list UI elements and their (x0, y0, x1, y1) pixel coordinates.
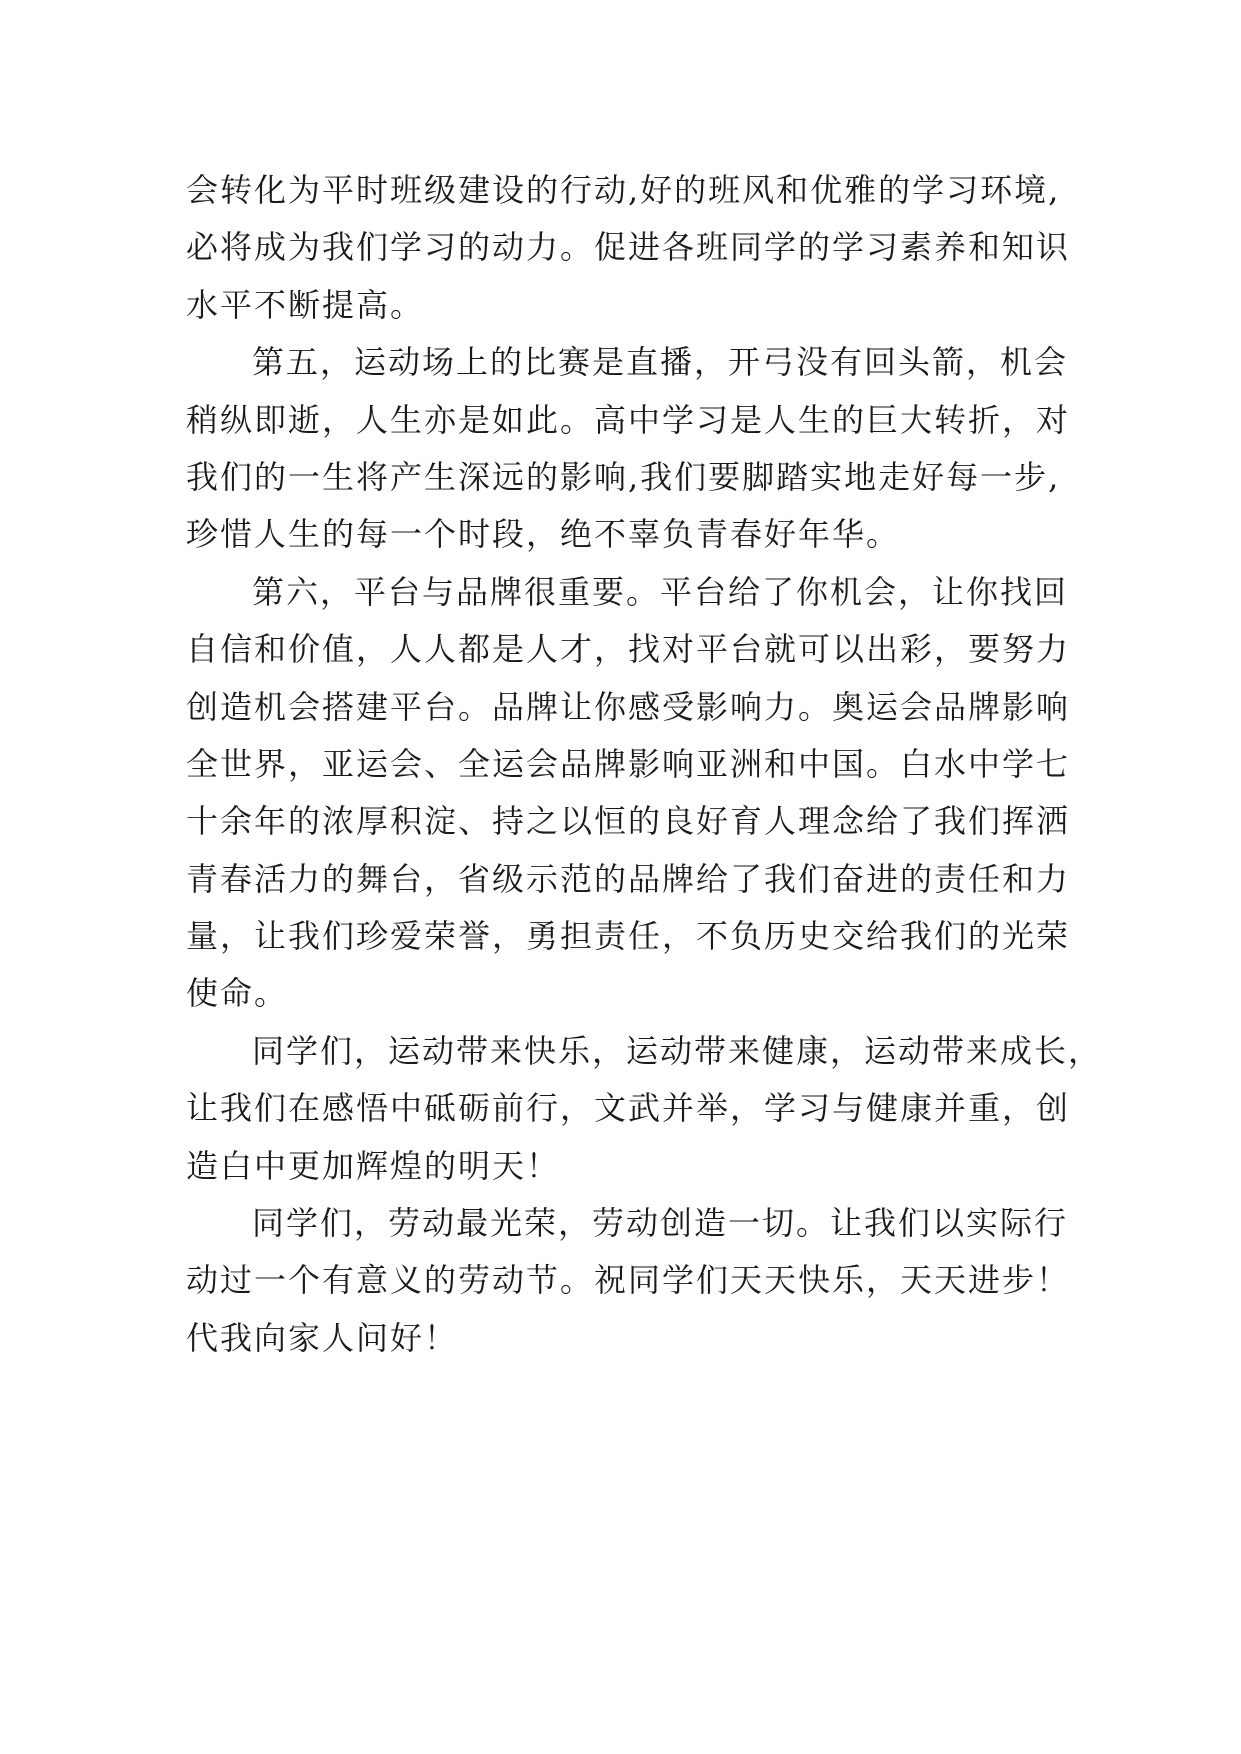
text-line: 青春活力的舞台，省级示范的品牌给了我们奋进的责任和力 (186, 859, 1071, 898)
text-line: 代我向家人问好！ (186, 1318, 459, 1357)
text-line: 会转化为平时班级建设的行动,好的班风和优雅的学习环境, (186, 171, 1061, 209)
text-line: 量，让我们珍爱荣誉，勇担责任，不负历史交给我们的光荣 (186, 917, 1071, 956)
text-line: 珍惜人生的每一个时段，绝不辜负青春好年华。 (186, 515, 901, 554)
text-line: 让我们在感悟中砥砺前行，文武并举，学习与健康并重，创 (186, 1089, 1071, 1128)
paragraph-start-line: 第六，平台与品牌很重要。平台给了你机会，让你找回 (252, 572, 1069, 611)
text-line: 创造机会搭建平台。品牌让你感受影响力。奥运会品牌影响 (186, 687, 1071, 726)
text-line: 使命。 (186, 974, 289, 1013)
text-line: 必将成为我们学习的动力。促进各班同学的学习素养和知识 (186, 228, 1071, 267)
text-line: 十余年的浓厚积淀、持之以恒的良好育人理念给了我们挥洒 (186, 802, 1071, 841)
text-line: 我们的一生将产生深远的影响,我们要脚踏实地走好每一步, (186, 457, 1061, 496)
text-line: 全世界，亚运会、全运会品牌影响亚洲和中国。白水中学七 (186, 744, 1071, 783)
text-line: 动过一个有意义的劳动节。祝同学们天天快乐，天天进步！ (186, 1261, 1071, 1300)
text-line: 稍纵即逝，人生亦是如此。高中学习是人生的巨大转折，对 (186, 400, 1071, 439)
paragraph-start-line: 第五，运动场上的比赛是直播，开弓没有回头箭，机会 (252, 343, 1069, 382)
text-line: 水平不断提高。 (186, 285, 425, 324)
paragraph-start-line: 同学们，劳动最光荣，劳动创造一切。让我们以实际行 (252, 1204, 1069, 1243)
paragraph-start-line: 同学们，运动带来快乐，运动带来健康，运动带来成长， (252, 1031, 1103, 1070)
text-line: 自信和价值，人人都是人才，找对平台就可以出彩，要努力 (186, 630, 1071, 669)
document-body (186, 162, 1103, 1367)
text-line: 造白中更加辉煌的明天！ (186, 1146, 561, 1185)
